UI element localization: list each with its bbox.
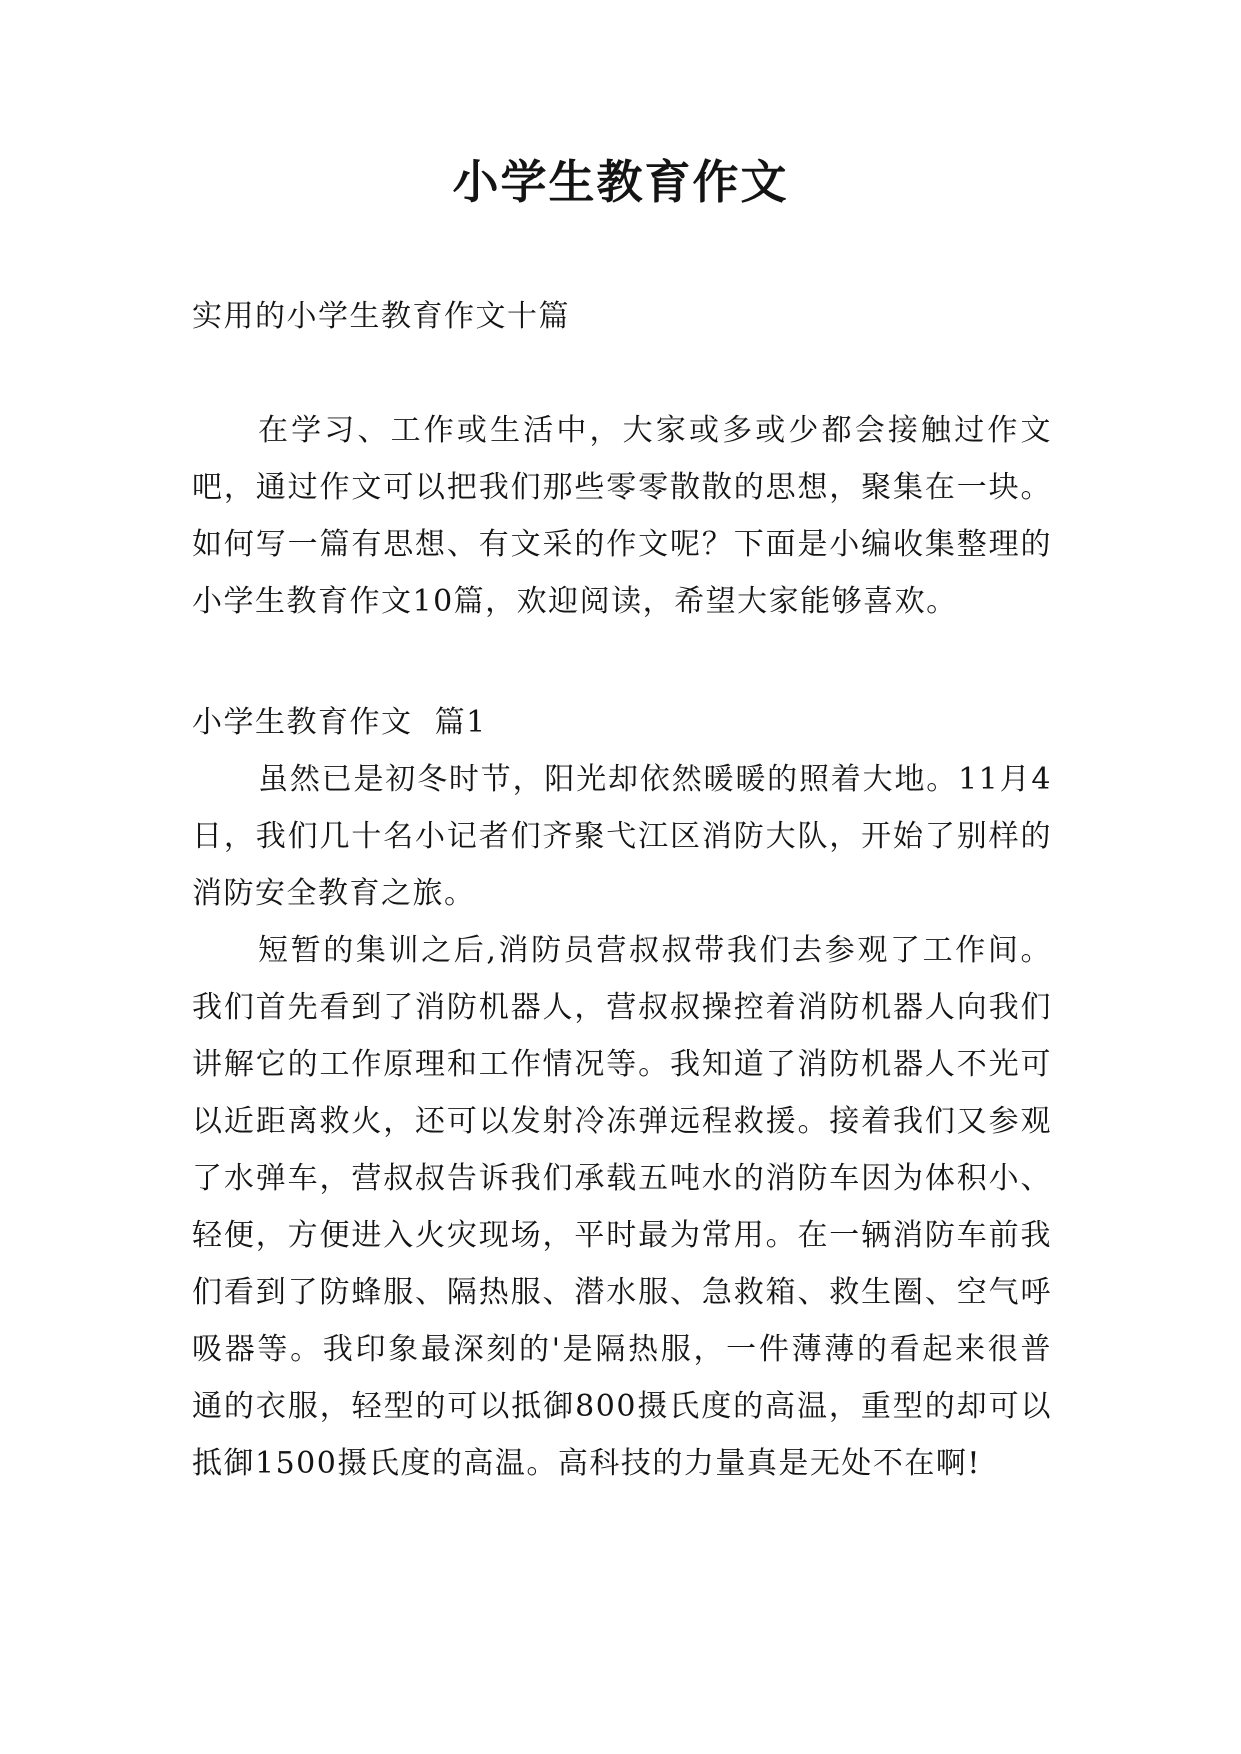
document-subtitle: 实用的小学生教育作文十篇 [192, 299, 570, 334]
page-title: 小学生教育作文 [452, 155, 789, 209]
body-paragraph: 虽然已是初冬时节，阳光却依然暖暖的照着大地。11月4日，我们几十名小记者们齐聚弋江区消防大队，开始了别样的消防安全教育之旅。 [192, 762, 1052, 911]
body-paragraph: 短暂的集训之后,消防员营叔叔带我们去参观了工作间。我们首先看到了消防机器人，营叔叔操控着消防机器人向我们讲解它的工作原理和工作情况等。我知道了消防机器人不光可以近距离救火，还可以发射冷冻弹远程救援。接着我们又参观了水弹车，营叔叔告诉我们承载五吨水的消防车因为体积小、轻便，方便进入火灾现场，平时最为常用。在一辆消防车前我们看到了防蜂服、隔热服、潜水服、急救箱、救生圈、空气呼吸器等。我印象最深刻的'是隔热服，一件薄薄的看起来很普通的衣服，轻型的可以抵御800摄氏度的高温，重型的却可以抵御1500摄氏度的高温。高科技的力量真是无处不在啊! [192, 933, 1052, 1481]
intro-paragraph: 在学习、工作或生活中，大家或多或少都会接触过作文吧，通过作文可以把我们那些零零散散的思想，聚集在一块。如何写一篇有思想、有文采的作文呢？下面是小编收集整理的小学生教育作文10篇，欢迎阅读，希望大家能够喜欢。 [192, 413, 1052, 619]
section-heading: 小学生教育作文 篇1 [192, 705, 487, 740]
